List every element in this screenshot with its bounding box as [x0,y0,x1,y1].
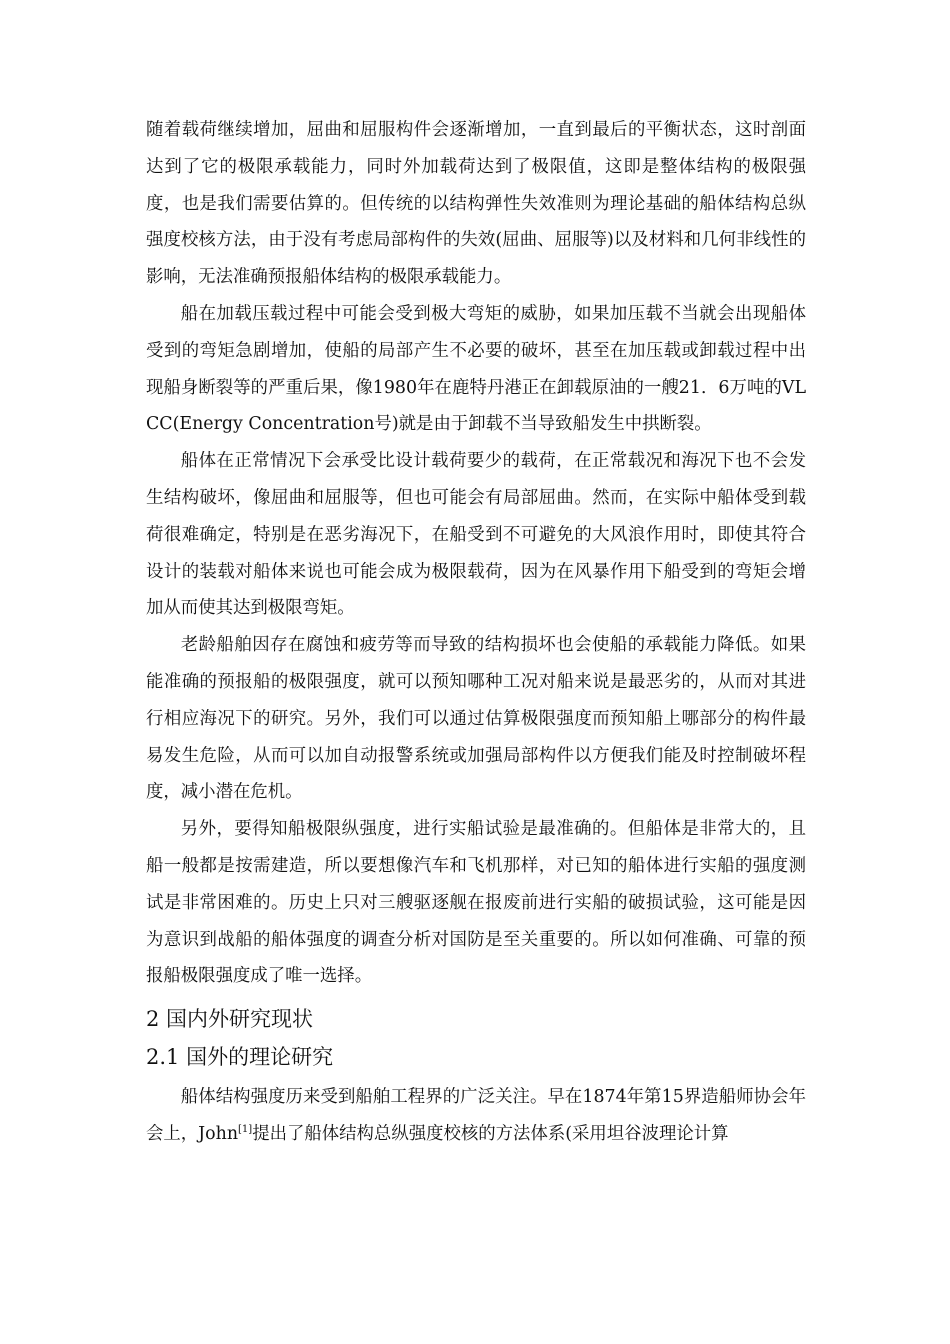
paragraph-ultimate-strength-intro: 随着载荷继续增加，屈曲和屈服构件会逐渐增加，一直到最后的平衡状态，这时剖面达到了它的极限承载能力，同时外加载荷达到了极限值，这即是整体结构的极限强度，也是我们需要估算的。但传统的以结构弹性失效准则为理论基础的船体结构总纵强度校核方法，由于没有考虑局部构件的失效(屈曲、屈服等)以及材料和几何非线性的影响，无法准确预报船体结构的极限承载能力。 [146,120,806,288]
citation-reference[interactable]: [1] [238,1124,253,1136]
document-page [146,112,806,1304]
paragraph-aging-ships: 老龄船舶因存在腐蚀和疲劳等而导致的结构损坏也会使船的承载能力降低。如果能准确的预报船的极限强度，就可以预知哪种工况对船来说是最恶劣的，从而对其进行相应海况下的研究。另外，我们可以通过估算极限强度而预知船上哪部分的构件最易发生危险，从而可以加自动报警系统或加强局部构件以方便我们能及时控制破坏程度，减小潜在危机。 [146,635,806,803]
paragraph-foreign-research [146,1079,806,1153]
section-heading: 2 国内外研究现状 [146,1007,314,1032]
paragraph-ballast-bending: 船在加载压载过程中可能会受到极大弯矩的威胁，如果加压载不当就会出现船体受到的弯矩急剧增加，使船的局部产生不必要的破坏，甚至在加压载或卸载过程中出现船身断裂等的严重后果，像1980年在鹿特丹港正在卸载原油的一艘21．6万吨的VLCC(Energy Concentration号)就是由于卸载不当导致船发生中拱断裂。 [146,303,806,435]
paragraph-text-end: 提出了船体结构总纵强度校核的方法体系(采用坦谷波理论计算 [252,1123,729,1144]
subsection-heading: 2.1 国外的理论研究 [146,1045,334,1070]
paragraph-full-scale-tests: 另外，要得知船极限纵强度，进行实船试验是最准确的。但船体是非常大的，且船一般都是按需建造，所以要想像汽车和飞机那样，对已知的船体进行实船的强度测试是非常困难的。历史上只对三艘驱逐舰在报废前进行实船的破损试验，这可能是因为意识到战船的船体强度的调查分析对国防是至关重要的。所以如何准确、可靠的预报船极限强度成了唯一选择。 [146,819,806,987]
paragraph-text-start: 船体结构强度历来受到船舶工程界的广泛关注。早在1874年第15界造船师协会年会上，John [146,1087,806,1144]
paragraph-normal-conditions: 船体在正常情况下会承受比设计载荷要少的载荷，在正常载况和海况下也不会发生结构破坏，像屈曲和屈服等，但也可能会有局部屈曲。然而，在实际中船体受到载荷很难确定，特别是在恶劣海况下，在船受到不可避免的大风浪作用时，即使其符合设计的装载对船体来说也可能会成为极限载荷，因为在风暴作用下船受到的弯矩会增加从而使其达到极限弯矩。 [146,451,806,619]
